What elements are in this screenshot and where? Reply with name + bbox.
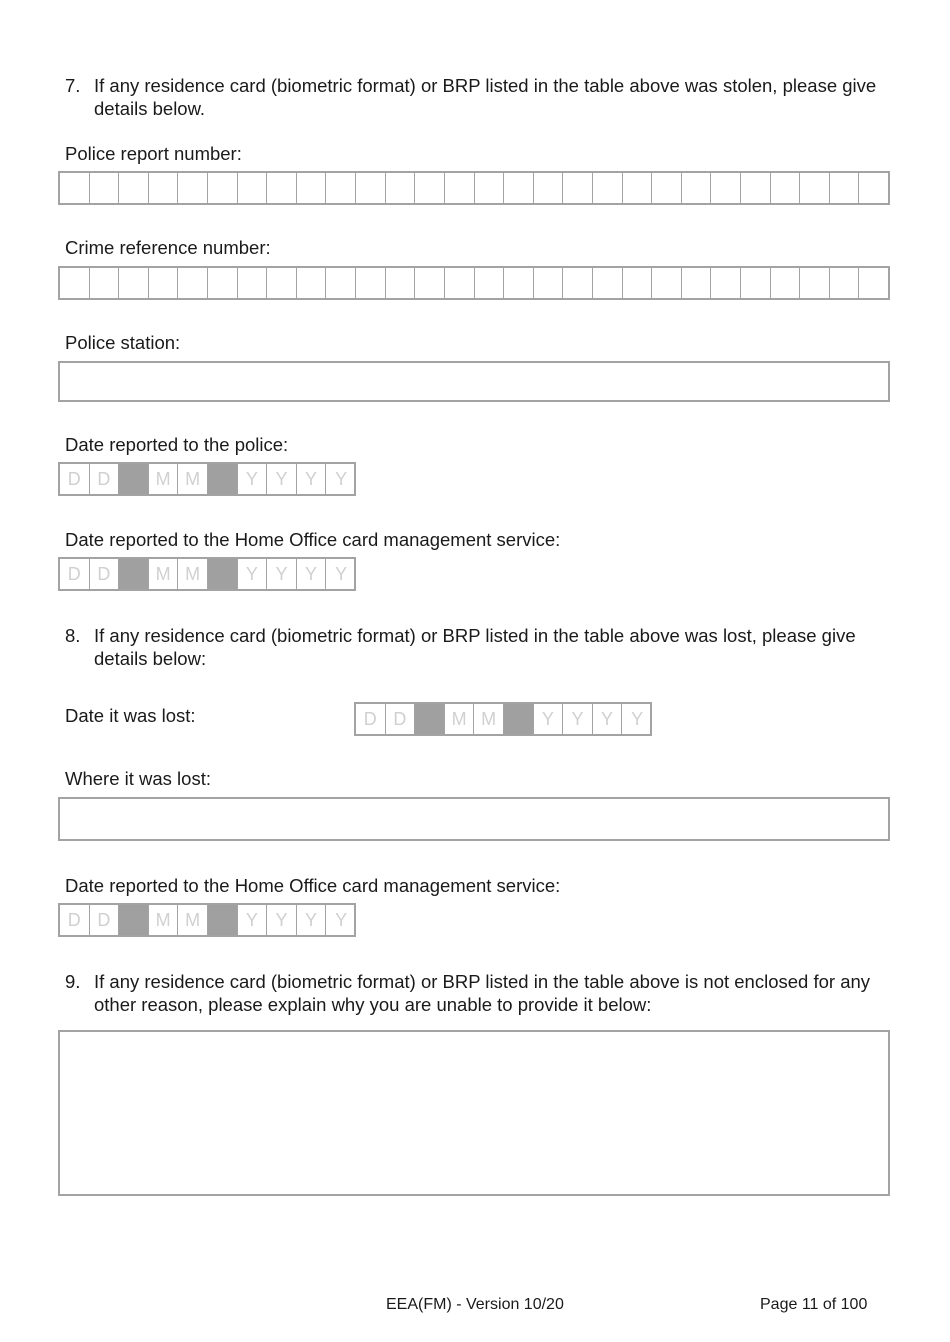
year-digit-cell[interactable]: Y	[267, 905, 297, 935]
month-digit-cell[interactable]: M	[178, 464, 208, 494]
character-cell[interactable]	[593, 173, 623, 203]
year-digit-cell[interactable]: Y	[267, 559, 297, 589]
year-digit-cell[interactable]: Y	[297, 559, 327, 589]
question-9	[65, 970, 895, 1018]
character-cell[interactable]	[711, 268, 741, 298]
character-cell[interactable]	[386, 268, 416, 298]
character-cell[interactable]	[238, 268, 268, 298]
character-cell[interactable]	[149, 173, 179, 203]
date-reported-home-office-lost-input[interactable]	[58, 903, 356, 937]
date-separator	[119, 905, 149, 935]
day-digit-cell[interactable]: D	[60, 559, 90, 589]
month-digit-cell[interactable]: M	[149, 905, 179, 935]
date-separator	[208, 905, 238, 935]
character-cell[interactable]	[267, 173, 297, 203]
date-lost-input[interactable]	[354, 702, 652, 736]
character-cell[interactable]	[534, 268, 564, 298]
question-8-number: 8.	[65, 625, 81, 646]
day-digit-cell[interactable]: D	[90, 559, 120, 589]
character-cell[interactable]	[119, 268, 149, 298]
date-separator	[208, 559, 238, 589]
character-cell[interactable]	[149, 268, 179, 298]
where-lost-input[interactable]	[58, 797, 890, 841]
police-report-number-input[interactable]	[58, 171, 890, 205]
day-digit-cell[interactable]: D	[60, 464, 90, 494]
other-reason-explanation-input[interactable]	[58, 1030, 890, 1196]
date-reported-home-office-lost-label: Date reported to the Home Office card management service:	[65, 875, 561, 896]
month-digit-cell[interactable]: M	[149, 464, 179, 494]
character-cell[interactable]	[60, 173, 90, 203]
year-digit-cell[interactable]: Y	[534, 704, 564, 734]
character-cell[interactable]	[682, 268, 712, 298]
date-separator	[415, 704, 445, 734]
month-digit-cell[interactable]: M	[474, 704, 504, 734]
police-station-input[interactable]	[58, 361, 890, 402]
police-report-number-label: Police report number:	[65, 143, 242, 164]
month-digit-cell[interactable]: M	[149, 559, 179, 589]
year-digit-cell[interactable]: Y	[267, 464, 297, 494]
character-cell[interactable]	[208, 268, 238, 298]
question-7	[65, 74, 895, 122]
character-cell[interactable]	[90, 268, 120, 298]
character-cell[interactable]	[90, 173, 120, 203]
character-cell[interactable]	[830, 268, 860, 298]
character-cell[interactable]	[178, 268, 208, 298]
year-digit-cell[interactable]: Y	[238, 464, 268, 494]
character-cell[interactable]	[859, 173, 888, 203]
character-cell[interactable]	[859, 268, 888, 298]
year-digit-cell[interactable]: Y	[335, 469, 348, 489]
character-cell[interactable]	[623, 173, 653, 203]
character-cell[interactable]	[711, 173, 741, 203]
character-cell[interactable]	[326, 268, 356, 298]
character-cell[interactable]	[267, 268, 297, 298]
question-8	[65, 624, 895, 672]
character-cell[interactable]	[475, 268, 505, 298]
year-digit-cell[interactable]: Y	[297, 905, 327, 935]
character-cell[interactable]	[830, 173, 860, 203]
date-reported-police-label: Date reported to the police:	[65, 434, 289, 455]
character-cell[interactable]	[652, 268, 682, 298]
character-cell[interactable]	[297, 173, 327, 203]
character-cell[interactable]	[652, 173, 682, 203]
question-9-number: 9.	[65, 971, 81, 992]
character-cell[interactable]	[563, 173, 593, 203]
day-digit-cell[interactable]: D	[386, 704, 416, 734]
year-digit-cell[interactable]: Y	[563, 704, 593, 734]
day-digit-cell[interactable]: D	[356, 704, 386, 734]
date-reported-police-input[interactable]	[58, 462, 356, 496]
crime-reference-number-input[interactable]	[58, 266, 890, 300]
date-separator	[208, 464, 238, 494]
question-7-number: 7.	[65, 75, 81, 96]
question-7-text: If any residence card (biometric format) or BRP listed in the table above was stolen, please give details below.	[94, 75, 877, 119]
month-digit-cell[interactable]: M	[445, 704, 475, 734]
character-cell[interactable]	[208, 173, 238, 203]
police-station-label: Police station:	[65, 332, 181, 353]
date-reported-home-office-input[interactable]	[58, 557, 356, 591]
question-9-text: If any residence card (biometric format) or BRP listed in the table above is not enclosed for any other reason, please explain why you are unable to provide it below:	[94, 971, 871, 1015]
character-cell[interactable]	[682, 173, 712, 203]
day-digit-cell[interactable]: D	[60, 905, 90, 935]
date-separator	[119, 464, 149, 494]
date-reported-home-office-label: Date reported to the Home Office card management service:	[65, 529, 561, 550]
character-cell[interactable]	[800, 268, 830, 298]
character-cell[interactable]	[623, 268, 653, 298]
character-cell[interactable]	[445, 173, 475, 203]
date-separator	[504, 704, 534, 734]
character-cell[interactable]	[445, 268, 475, 298]
character-cell[interactable]	[475, 173, 505, 203]
character-cell[interactable]	[60, 268, 90, 298]
character-cell[interactable]	[504, 173, 534, 203]
character-cell[interactable]	[800, 173, 830, 203]
date-separator	[119, 559, 149, 589]
where-lost-label: Where it was lost:	[65, 768, 211, 789]
day-digit-cell[interactable]: D	[90, 905, 120, 935]
character-cell[interactable]	[415, 268, 445, 298]
character-cell[interactable]	[741, 268, 771, 298]
year-digit-cell[interactable]: Y	[335, 910, 348, 930]
character-cell[interactable]	[771, 173, 801, 203]
date-lost-label: Date it was lost:	[65, 705, 196, 726]
day-digit-cell[interactable]: D	[90, 464, 120, 494]
month-digit-cell[interactable]: M	[178, 559, 208, 589]
year-digit-cell[interactable]: Y	[335, 564, 348, 584]
character-cell[interactable]	[504, 268, 534, 298]
crime-reference-number-label: Crime reference number:	[65, 237, 271, 258]
character-cell[interactable]	[356, 268, 386, 298]
character-cell[interactable]	[771, 268, 801, 298]
character-cell[interactable]	[415, 173, 445, 203]
character-cell[interactable]	[386, 173, 416, 203]
year-digit-cell[interactable]: Y	[238, 905, 268, 935]
question-8-text: If any residence card (biometric format) or BRP listed in the table above was lost, please give details below:	[94, 625, 856, 669]
character-cell[interactable]	[534, 173, 564, 203]
month-digit-cell[interactable]: M	[178, 905, 208, 935]
year-digit-cell[interactable]: Y	[297, 464, 327, 494]
year-digit-cell[interactable]: Y	[631, 709, 644, 729]
character-cell[interactable]	[593, 268, 623, 298]
footer-form-version: EEA(FM) - Version 10/20	[386, 1296, 564, 1313]
character-cell[interactable]	[238, 173, 268, 203]
character-cell[interactable]	[563, 268, 593, 298]
character-cell[interactable]	[119, 173, 149, 203]
year-digit-cell[interactable]: Y	[238, 559, 268, 589]
character-cell[interactable]	[741, 173, 771, 203]
year-digit-cell[interactable]: Y	[593, 704, 623, 734]
footer-page-indicator: Page 11 of 100	[760, 1296, 868, 1313]
character-cell[interactable]	[297, 268, 327, 298]
character-cell[interactable]	[178, 173, 208, 203]
character-cell[interactable]	[326, 173, 356, 203]
character-cell[interactable]	[356, 173, 386, 203]
